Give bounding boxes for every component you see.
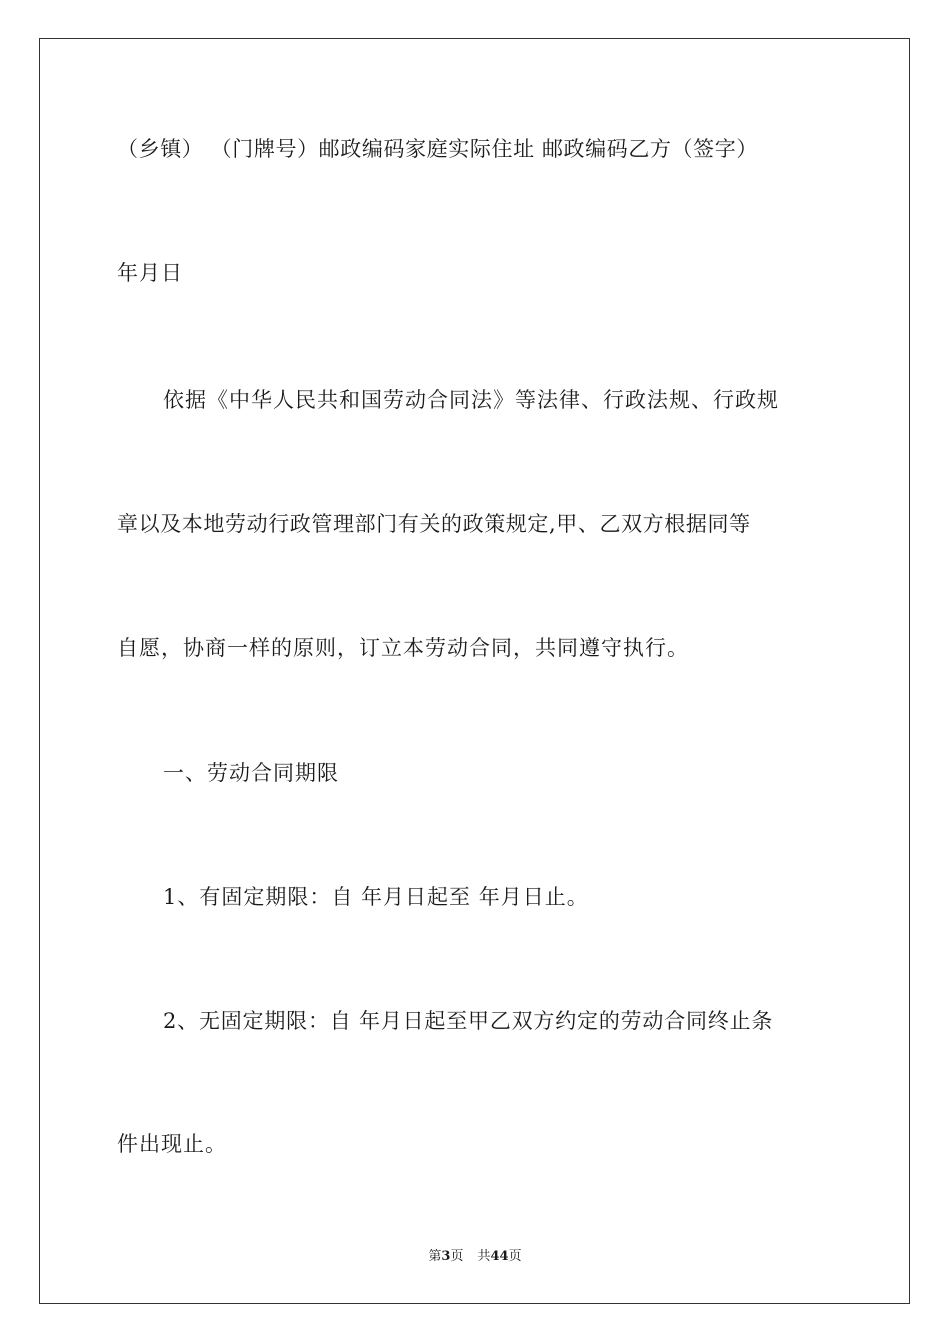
section-heading-contract-term: 一、劳动合同期限	[163, 761, 339, 785]
text-line-address-signature: （乡镇） （门牌号）邮政编码家庭实际住址 邮政编码乙方（签字）	[117, 137, 758, 161]
paragraph-preamble-line-1: 依据《中华人民共和国劳动合同法》等法律、行政法规、行政规	[163, 388, 779, 412]
page-suffix: 页	[450, 1249, 464, 1264]
paragraph-preamble-line-3: 自愿，协商一样的原则，订立本劳动合同，共同遵守执行。	[117, 636, 689, 660]
clause-open-term-line-1: 2、无固定期限：自 年月日起至甲乙双方约定的劳动合同终止条	[163, 1009, 774, 1033]
paragraph-preamble-line-2: 章以及本地劳动行政管理部门有关的政策规定,甲、乙双方根据同等	[117, 512, 751, 536]
page-number: 3	[441, 1249, 451, 1264]
total-prefix: 共	[477, 1249, 491, 1264]
clause-fixed-term: 1、有固定期限：自 年月日起至 年月日止。	[163, 885, 589, 909]
page-footer	[0, 1248, 950, 1266]
clause-open-term-line-2: 件出现止。	[117, 1132, 227, 1156]
page-border	[39, 38, 910, 1304]
total-pages: 44	[490, 1249, 509, 1264]
total-suffix: 页	[508, 1249, 522, 1264]
text-line-date: 年月日	[117, 261, 183, 285]
page-prefix: 第	[428, 1249, 442, 1264]
